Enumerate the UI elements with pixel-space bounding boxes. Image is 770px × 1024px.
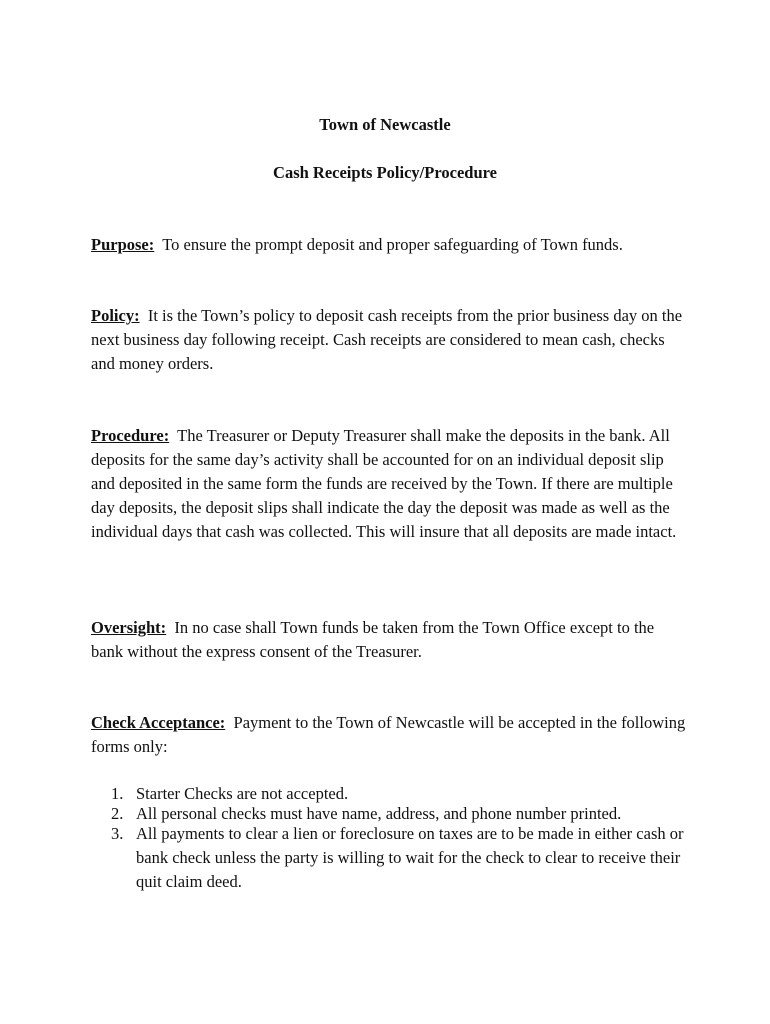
policy-section bbox=[91, 304, 686, 376]
procedure-section bbox=[91, 424, 686, 544]
purpose-label: Purpose: bbox=[91, 235, 155, 254]
town-heading: Town of Newcastle bbox=[319, 115, 451, 134]
list-item bbox=[91, 822, 691, 894]
purpose-text: To ensure the prompt deposit and proper safeguarding of Town funds. bbox=[162, 235, 623, 254]
document-title: Cash Receipts Policy/Procedure bbox=[273, 163, 497, 182]
purpose-section bbox=[91, 233, 686, 257]
procedure-text: The Treasurer or Deputy Treasurer shall make the deposits in the bank. All deposits for the same day’s activity shall be accounted for on an individual deposit slip and deposited in the same form the funds are received by the Town. If there are multiple day deposits, the deposit slips shall indicate the day the deposit was made as well as the individual days that cash was collected. This will insure that all deposits are made intact. bbox=[91, 426, 677, 541]
oversight-section bbox=[91, 616, 686, 664]
check-acceptance-label: Check Acceptance: bbox=[91, 713, 226, 732]
policy-label: Policy: bbox=[91, 306, 140, 325]
procedure-label: Procedure: bbox=[91, 426, 170, 445]
policy-text: It is the Town’s policy to deposit cash receipts from the prior business day on the next business day following receipt. Cash receipts are considered to mean cash, checks and money orders. bbox=[91, 306, 683, 373]
list-item bbox=[91, 784, 691, 804]
list-item-number: 1. bbox=[111, 784, 124, 803]
list-item-text: All payments to clear a lien or foreclosure on taxes are to be made in either cash or bank check unless the party is willing to wait for the check to clear to receive their quit claim deed. bbox=[136, 824, 684, 891]
list-item bbox=[91, 804, 691, 824]
check-acceptance-section bbox=[91, 711, 686, 759]
check-acceptance-list bbox=[91, 784, 691, 894]
list-item-text: All personal checks must have name, address, and phone number printed. bbox=[136, 804, 622, 823]
list-item-text: Starter Checks are not accepted. bbox=[136, 784, 349, 803]
oversight-text: In no case shall Town funds be taken from the Town Office except to the bank without the express consent of the Treasurer. bbox=[91, 618, 655, 661]
check-acceptance-text: Payment to the Town of Newcastle will be accepted in the following forms only: bbox=[91, 713, 686, 756]
list-item-number: 2. bbox=[111, 804, 124, 823]
list-item-number: 3. bbox=[111, 824, 124, 843]
oversight-label: Oversight: bbox=[91, 618, 167, 637]
